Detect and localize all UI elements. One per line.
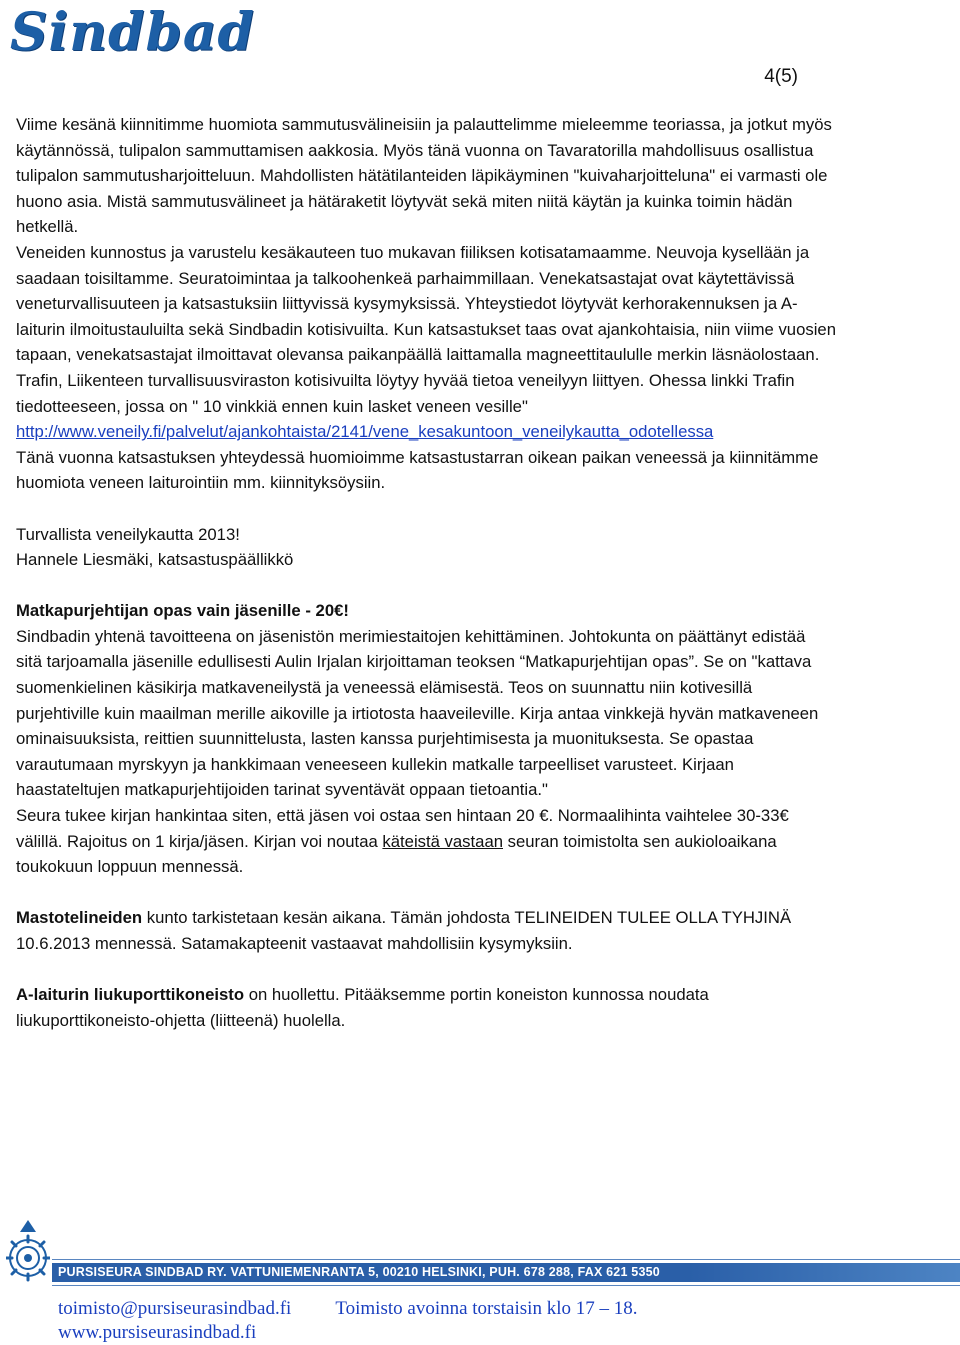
paragraph-boat-inspection: Veneiden kunnostus ja varustelu kesäkauteen tuo mukavan fiiliksen kotisatamaamme. Neuvoja kysellään ja saadaan toisiltamme. Seuratoimintaa ja talkoohenkeä parhaimmillaan. Venekatsastajat ovat käytettävissä veneturvallisuuteen ja katsastuksiin liittyvissä kysymyksissä. Yhteystiedot löytyvät kerhorakennuksen ja A-laiturin ilmoitustauluilta sekä Sindbadin kotisivuilta. Kun katsastukset taas ovat ajankohtaisia, niin viime vuosien tapaan, venekatsastajat ilmoittavat olevansa paikanpäällä laittamalla magneettitaululle merkin läsnäolostaan.: [16, 242, 836, 365]
paragraph-mastotelineet: [16, 905, 836, 956]
paragraph-trafi: [16, 368, 836, 445]
footer-contact: [58, 1297, 637, 1345]
opas-purchase-text-a: Seura tukee kirjan hankintaa siten, että jäsen voi ostaa sen hintaan 20 €. Normaalihinta vaihtelee 30-33€ välillä. Rajoitus on 1 kirja/jäsen. Kirjan voi noutaa: [16, 806, 789, 851]
laituri-text: on huollettu. Pitääksemme portin koneiston kunnossa noudata liukuporttikoneisto-ohjetta (liitteenä) huolella.: [16, 985, 709, 1030]
paragraph-opas: Sindbadin yhtenä tavoitteena on jäsenistön merimiestaitojen kehittäminen. Johtokunta on päättänyt edistää sitä tarjoamalla jäsenille edullisesti Aulin Irjalan kirjoittaman teoksen “Matkapurjehtijan opas”. Se on "kattava suomenkielinen käsikirja matkaveneilystä ja veneessä elämisestä. Teos on suunnattu niin kotivesillä purjehtiville kuin maailman merille aikoville ja irtiotosta haaveileville. Kirja antaa vinkkejä hyvän matkaveneen ominaisuuksista, reittien suunnittelusta, lasten kanssa purjehtimisesta ja muonituksesta. Se opastaa varautumaan myrskyyn ja hankkimaan veneeseen kullekin matkalle tarpeelliset varusteet. Kirjaan haastateltujen matkapurjehtijoiden tarinat syventävät oppaan tietoantia.": [16, 626, 819, 800]
club-emblem-icon: [6, 1218, 50, 1282]
opas-heading: [16, 598, 836, 624]
footer-address: PURSISEURA SINDBAD RY. VATTUNIEMENRANTA 5, 00210 HELSINKI, PUH. 678 288, FAX 621 5350: [58, 1265, 660, 1279]
footer-rule-bottom: [52, 1285, 960, 1286]
trafi-text: Trafin, Liikenteen turvallisuusviraston kotisivuilta löytyy hyvää tietoa veneilyyn liittyen. Ohessa linkki Trafin tiedotteeseen, jossa on " 10 vinkkiä ennen kuin lasket veneen vesille": [16, 370, 795, 416]
page-number: 4(5): [764, 66, 798, 87]
masto-bold: Mastotelineiden: [16, 908, 143, 928]
sindbad-logo: Sindbad: [10, 2, 255, 63]
opas-purchase-underlined: käteistä vastaan: [382, 831, 503, 851]
opas-heading-text: Matkapurjehtijan opas vain jäsenille - 20€!: [16, 601, 349, 621]
paragraph-fire-safety: Viime kesänä kiinnitimme huomiota sammutusvälineisiin ja palauttelimme mieleemme teoriassa, ja jotkut myös käytännössä, tulipalon sammuttamisen aakkosia. Myös tänä vuonna on Tavaratorilla mahdollisuus osallistua tulipalon sammutusharjoitteluun. Mahdollisten hätätilanteiden läpikäyminen "kuivaharjoitteluna" ei varmasti ole huono asia. Mistä sammutusvälineet ja hätäraketit löytyvät sekä miten niitä käytän ja kuinka toimin hädän hetkellä.: [16, 115, 832, 237]
footer-email[interactable]: toimisto@pursiseurasindbad.fi: [58, 1298, 292, 1319]
paragraph-opas-purchase: [16, 803, 836, 880]
document-body: [16, 112, 836, 1033]
footer-website[interactable]: www.pursiseurasindbad.fi: [58, 1322, 257, 1343]
footer-rule-top: [52, 1259, 960, 1260]
signature-greeting: Turvallista veneilykautta 2013!: [16, 524, 240, 544]
footer-hours: Toimisto avoinna torstaisin klo 17 – 18.: [335, 1298, 638, 1319]
signature-name: Hannele Liesmäki, katsastuspäällikkö: [16, 550, 294, 570]
trafi-link[interactable]: http://www.veneily.fi/palvelut/ajankohtaista/2141/vene_kesakuntoon_veneilykautta_odotellessa: [16, 422, 714, 442]
paragraph-inspection-sticker: Tänä vuonna katsastuksen yhteydessä huomioimme katsastustarran oikean paikan veneessä ja kiinnitämme huomiota veneen laiturointiin mm. kiinnityksöysiin.: [16, 447, 819, 493]
paragraph-a-laituri: [16, 982, 836, 1033]
laituri-bold: A-laiturin liukuporttikoneisto: [16, 985, 245, 1005]
opas-purchase-text-b: seuran toimistolta sen aukioloaikana toukokuun loppuun mennessä.: [16, 831, 777, 877]
masto-text: kunto tarkistetaan kesän aikana. Tämän johdosta TELINEIDEN TULEE OLLA TYHJINÄ 10.6.2013 mennessä. Satamakapteenit vastaavat mahdollisiin kysymyksiin.: [16, 908, 792, 953]
